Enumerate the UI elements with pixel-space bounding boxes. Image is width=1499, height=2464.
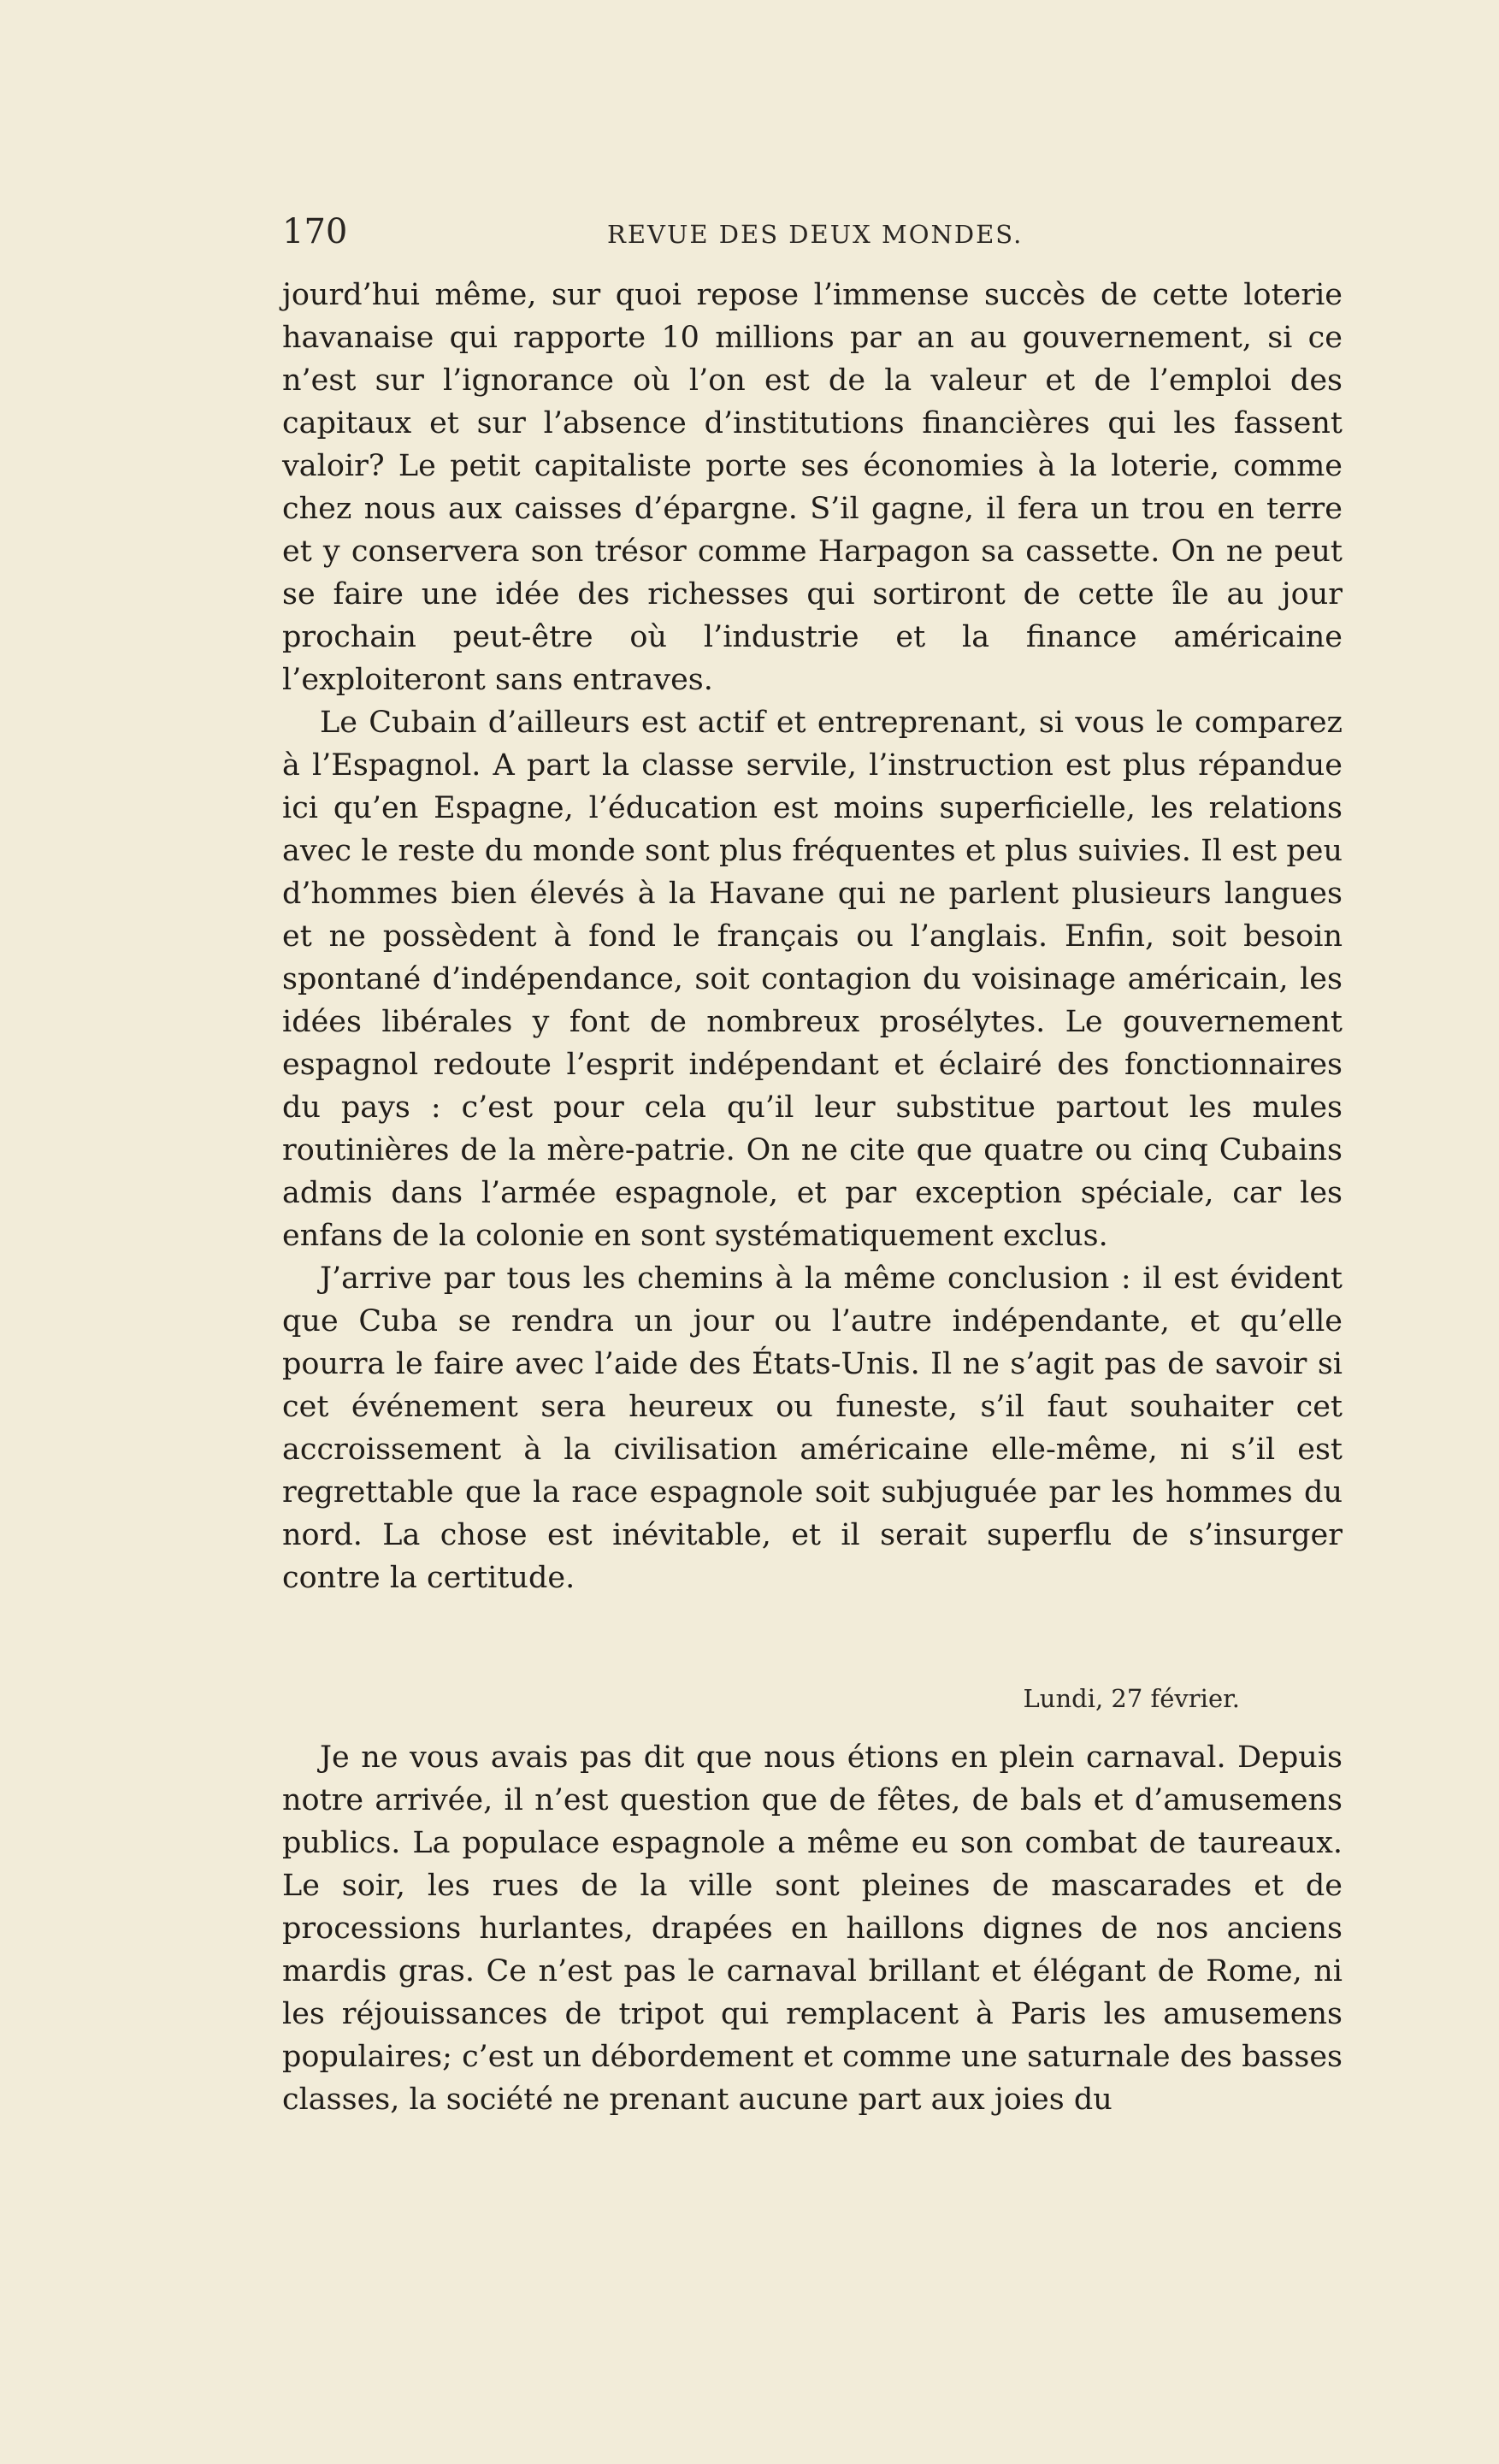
paragraph-cubain: Le Cubain d’ailleurs est actif et entreprenant, si vous le comparez à l’Espagnol. A part la classe servile, l’instruction est plus répandue ici qu’en Espagne, l’éducation est moins superficielle, les relations avec le reste du monde sont plus fréquentes et plus suivies. Il est peu d’hommes bien élevés à la Havane qui ne parlent plusieurs langues et ne possèdent à fond le français ou l’anglais. Enfin, soit besoin spontané d’indépendance, soit contagion du voisinage américain, les idées libérales y font de nombreux prosélytes. Le gouvernement espagnol redoute l’esprit indépendant et éclairé des fonctionnaires du pays : c’est pour cela qu’il leur substitue partout les mules routinières de la mère-patrie. On ne cite que quatre ou cinq Cubains admis dans l’armée espagnole, et par exception spéciale, car les enfans de la colonie en sont systématiquement exclus. (282, 706, 1343, 1253)
page-number: 170 (282, 212, 348, 251)
journal-title: REVUE DES DEUX MONDES. (607, 220, 1024, 249)
closing-text (282, 1736, 1343, 2121)
paragraph-continuation: jourd’hui même, sur quoi repose l’immense succès de cette loterie havanaise qui rapporte 10 millions par an au gouvernement, si ce n’est sur l’ignorance où l’on est de la valeur et de l’emploi des capitaux et sur l’absence d’institutions financières qui les fassent valoir? Le petit capitaliste porte ses économies à la loterie, comme chez nous aux caisses d’épargne. S’il gagne, il fera un trou en terre et y conservera son trésor comme Harpagon sa cassette. On ne peut se faire une idée des richesses qui sortiront de cette île au jour prochain peut-être où l’industrie et la finance américaine l’exploiteront sans entraves. (282, 278, 1343, 697)
dateline: Lundi, 27 février. (1023, 1684, 1240, 1713)
paragraph-conclusion: J’arrive par tous les chemins à la même conclusion : il est évident que Cuba se rendra un jour ou l’autre indépendante, et qu’elle pourra le faire avec l’aide des États-Unis. Il ne s’agit pas de savoir si cet événement sera heureux ou funeste, s’il faut souhaiter cet accroissement à la civilisation américaine elle-même, ni s’il est regrettable que la race espagnole soit subjuguée par les hommes du nord. La chose est inévitable, et il serait superflu de s’insurger contre la certitude. (282, 1262, 1343, 1595)
paragraph-carnaval: Je ne vous avais pas dit que nous étions en plein carnaval. Depuis notre arrivée, il n’est question que de fêtes, de bals et d’amusemens publics. La populace espagnole a même eu son combat de taureaux. Le soir, les rues de la ville sont pleines de mascarades et de processions hurlantes, drapées en haillons dignes de nos anciens mardis gras. Ce n’est pas le carnaval brillant et élégant de Rome, ni les réjouissances de tripot qui remplacent à Paris les amusemens populaires; c’est un débordement et comme une saturnale des basses classes, la société ne prenant aucune part aux joies du (282, 1740, 1343, 2117)
running-header (282, 210, 1343, 253)
main-text (282, 274, 1343, 1599)
